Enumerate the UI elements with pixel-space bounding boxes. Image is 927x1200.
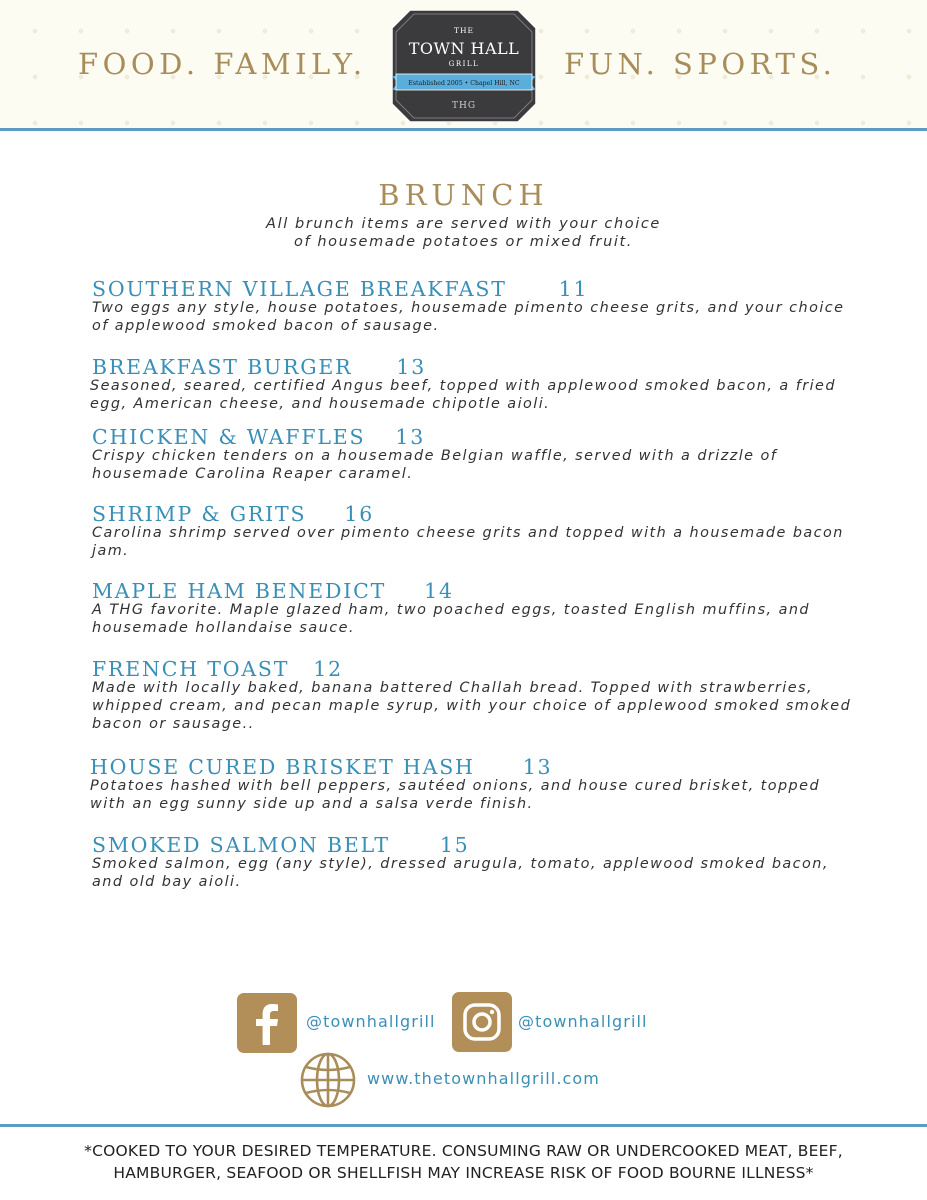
instagram-camera-glyph bbox=[452, 992, 512, 1052]
menu-item bbox=[92, 833, 862, 891]
header-divider bbox=[0, 128, 927, 131]
logo-line1: THE bbox=[453, 26, 475, 35]
facebook-f-glyph bbox=[237, 993, 297, 1053]
menu-item-name: BREAKFAST BURGER bbox=[92, 355, 353, 379]
menu-item-price: 12 bbox=[313, 657, 343, 681]
menu-item-name: CHICKEN & WAFFLES bbox=[92, 425, 366, 449]
menu-item-description: Carolina shrimp served over pimento cheese grits and topped with a housemade bacon jam. bbox=[92, 525, 844, 559]
menu-item-description: Seasoned, seared, certified Angus beef, topped with applewood smoked bacon, a fried egg, American cheese, and housemade chipotle aioli. bbox=[90, 378, 836, 412]
menu-item bbox=[92, 355, 862, 413]
logo-line2: TOWN HALL bbox=[408, 39, 520, 58]
menu-item-price: 13 bbox=[395, 425, 426, 449]
menu-item bbox=[92, 579, 862, 637]
menu-item-description: Made with locally baked, banana battered Challah bread. Topped with strawberries, whipped cream, and pecan maple syrup, with your choice of applewood smoked smoked bacon or sausage.. bbox=[92, 680, 852, 732]
disclaimer-line2: HAMBURGER, SEAFOOD OR SHELLFISH MAY INCREASE RISK OF FOOD BOURNE ILLNESS* bbox=[113, 1164, 814, 1182]
disclaimer-line1: *COOKED TO YOUR DESIRED TEMPERATURE. CONSUMING RAW OR UNDERCOOKED MEAT, BEEF, bbox=[84, 1142, 843, 1160]
facebook-handle[interactable]: @townhallgrill bbox=[306, 1012, 436, 1031]
tagline-left: FOOD. FAMILY. bbox=[78, 47, 367, 81]
menu-item-price: 16 bbox=[344, 502, 375, 526]
menu-item-description: A THG favorite. Maple glazed ham, two poached eggs, toasted English muffins, and housemade hollandaise sauce. bbox=[92, 602, 811, 636]
menu-item bbox=[92, 657, 862, 733]
menu-item-name: SHRIMP & GRITS bbox=[92, 502, 307, 526]
instagram-handle[interactable]: @townhallgrill bbox=[518, 1012, 648, 1031]
facebook-icon[interactable] bbox=[237, 993, 297, 1053]
menu-item-price: 11 bbox=[558, 277, 589, 301]
menu-item bbox=[92, 502, 862, 560]
menu-item-price: 14 bbox=[424, 579, 454, 603]
menu-item bbox=[90, 755, 860, 813]
menu-item-price: 13 bbox=[396, 355, 427, 379]
menu-item-price: 15 bbox=[439, 833, 470, 857]
section-title: BRUNCH bbox=[378, 178, 549, 212]
logo-ribbon-text: Established 2005 • Chapel Hill, NC bbox=[408, 80, 520, 87]
menu-item-description: Smoked salmon, egg (any style), dressed arugula, tomato, applewood smoked bacon, and old bay aioli. bbox=[92, 856, 829, 890]
instagram-icon[interactable] bbox=[452, 992, 512, 1052]
menu-item bbox=[92, 425, 862, 483]
menu-item-name: MAPLE HAM BENEDICT bbox=[92, 579, 387, 603]
tagline-right: FUN. SPORTS. bbox=[564, 47, 837, 81]
menu-item-price: 13 bbox=[522, 755, 553, 779]
menu-item-name: SOUTHERN VILLAGE BREAKFAST bbox=[92, 277, 507, 301]
section-note-line1: All brunch items are served with your choice bbox=[266, 216, 661, 232]
footer-divider bbox=[0, 1124, 927, 1127]
menu-item-description: Two eggs any style, house potatoes, housemade pimento cheese grits, and your choice of applewood smoked bacon of sausage. bbox=[92, 300, 845, 334]
logo-line3: GRILL bbox=[448, 60, 480, 68]
menu-item-description: Crispy chicken tenders on a housemade Belgian waffle, served with a drizzle of housemade Carolina Reaper caramel. bbox=[92, 448, 778, 482]
menu-item-name: FRENCH TOAST bbox=[92, 657, 290, 681]
website-link[interactable]: www.thetownhallgrill.com bbox=[367, 1069, 600, 1088]
section-note-line2: of housemade potatoes or mixed fruit. bbox=[293, 234, 634, 250]
globe-icon[interactable] bbox=[299, 1051, 357, 1109]
town-hall-grill-logo bbox=[392, 10, 536, 122]
menu-item-description: Potatoes hashed with bell peppers, sautéed onions, and house cured brisket, topped with an egg sunny side up and a salsa verde finish. bbox=[90, 778, 821, 812]
menu-item-name: SMOKED SALMON BELT bbox=[92, 833, 390, 857]
logo-monogram: THG bbox=[451, 101, 477, 111]
menu-item bbox=[92, 277, 862, 335]
menu-item-name: HOUSE CURED BRISKET HASH bbox=[90, 755, 475, 779]
